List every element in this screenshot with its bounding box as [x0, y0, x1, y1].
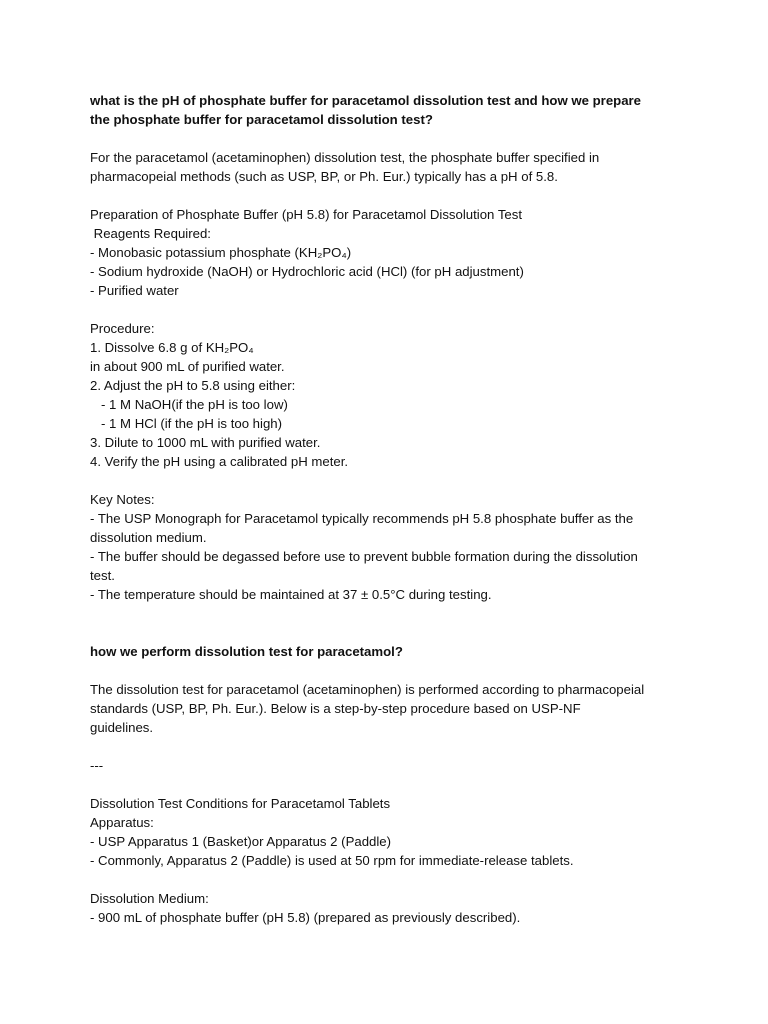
key-notes-title: Key Notes: — [90, 492, 155, 507]
section-dissolution-test — [90, 642, 690, 927]
intro-line-2: pharmacopeial methods (such as USP, BP, or Ph. Eur.) typically has a pH of 5.8. — [90, 169, 558, 184]
question-heading-line-2: the phosphate buffer for paracetamol dissolution test? — [90, 112, 433, 127]
conditions-title: Dissolution Test Conditions for Paracetamol Tablets — [90, 796, 391, 811]
reagents-title: Reagents Required: — [90, 226, 211, 241]
medium-title: Dissolution Medium: — [90, 891, 209, 906]
procedure-step: - 1 M HCl (if the pH is too high) — [90, 416, 283, 431]
procedure-step: 4. Verify the pH using a calibrated pH meter. — [90, 454, 349, 469]
key-note-line: - The buffer should be degassed before use to prevent bubble formation during the dissolution — [90, 549, 638, 564]
intro-line-2: standards (USP, BP, Ph. Eur.). Below is a step-by-step procedure based on USP-NF — [90, 701, 581, 716]
procedure-step: - 1 M NaOH(if the pH is too low) — [90, 397, 288, 412]
reagent-item: - Sodium hydroxide (NaOH) or Hydrochloric acid (HCl) (for pH adjustment) — [90, 264, 524, 279]
procedure-step: in about 900 mL of purified water. — [90, 359, 285, 374]
preparation-title: Preparation of Phosphate Buffer (pH 5.8) for Paracetamol Dissolution Test — [90, 207, 522, 222]
procedure-title: Procedure: — [90, 321, 155, 336]
medium-item: - 900 mL of phosphate buffer (pH 5.8) (prepared as previously described). — [90, 910, 521, 925]
procedure-step: 3. Dilute to 1000 mL with purified water. — [90, 435, 321, 450]
procedure-step: 2. Adjust the pH to 5.8 using either: — [90, 378, 296, 393]
apparatus-title: Apparatus: — [90, 815, 154, 830]
question-heading: how we perform dissolution test for paracetamol? — [90, 644, 403, 659]
key-note-line: dissolution medium. — [90, 530, 207, 545]
intro-line-1: For the paracetamol (acetaminophen) dissolution test, the phosphate buffer specified in — [90, 150, 600, 165]
key-note-line: - The USP Monograph for Paracetamol typically recommends pH 5.8 phosphate buffer as the — [90, 511, 634, 526]
intro-line-1: The dissolution test for paracetamol (acetaminophen) is performed according to pharmacopeial — [90, 682, 645, 697]
key-note-line: test. — [90, 568, 115, 583]
section-buffer-preparation — [90, 91, 690, 604]
document-page — [90, 91, 690, 927]
key-note-line: - The temperature should be maintained at 37 ± 0.5°C during testing. — [90, 587, 492, 602]
intro-line-3: guidelines. — [90, 720, 154, 735]
reagent-item: - Monobasic potassium phosphate (KH₂PO₄) — [90, 245, 352, 260]
separator-text: --- — [90, 758, 104, 773]
apparatus-item: - USP Apparatus 1 (Basket)or Apparatus 2 (Paddle) — [90, 834, 392, 849]
apparatus-item: - Commonly, Apparatus 2 (Paddle) is used at 50 rpm for immediate-release tablets. — [90, 853, 574, 868]
reagent-item: - Purified water — [90, 283, 179, 298]
question-heading-line-1: what is the pH of phosphate buffer for paracetamol dissolution test and how we prepare — [90, 93, 642, 108]
procedure-step: 1. Dissolve 6.8 g of KH₂PO₄ — [90, 340, 254, 355]
